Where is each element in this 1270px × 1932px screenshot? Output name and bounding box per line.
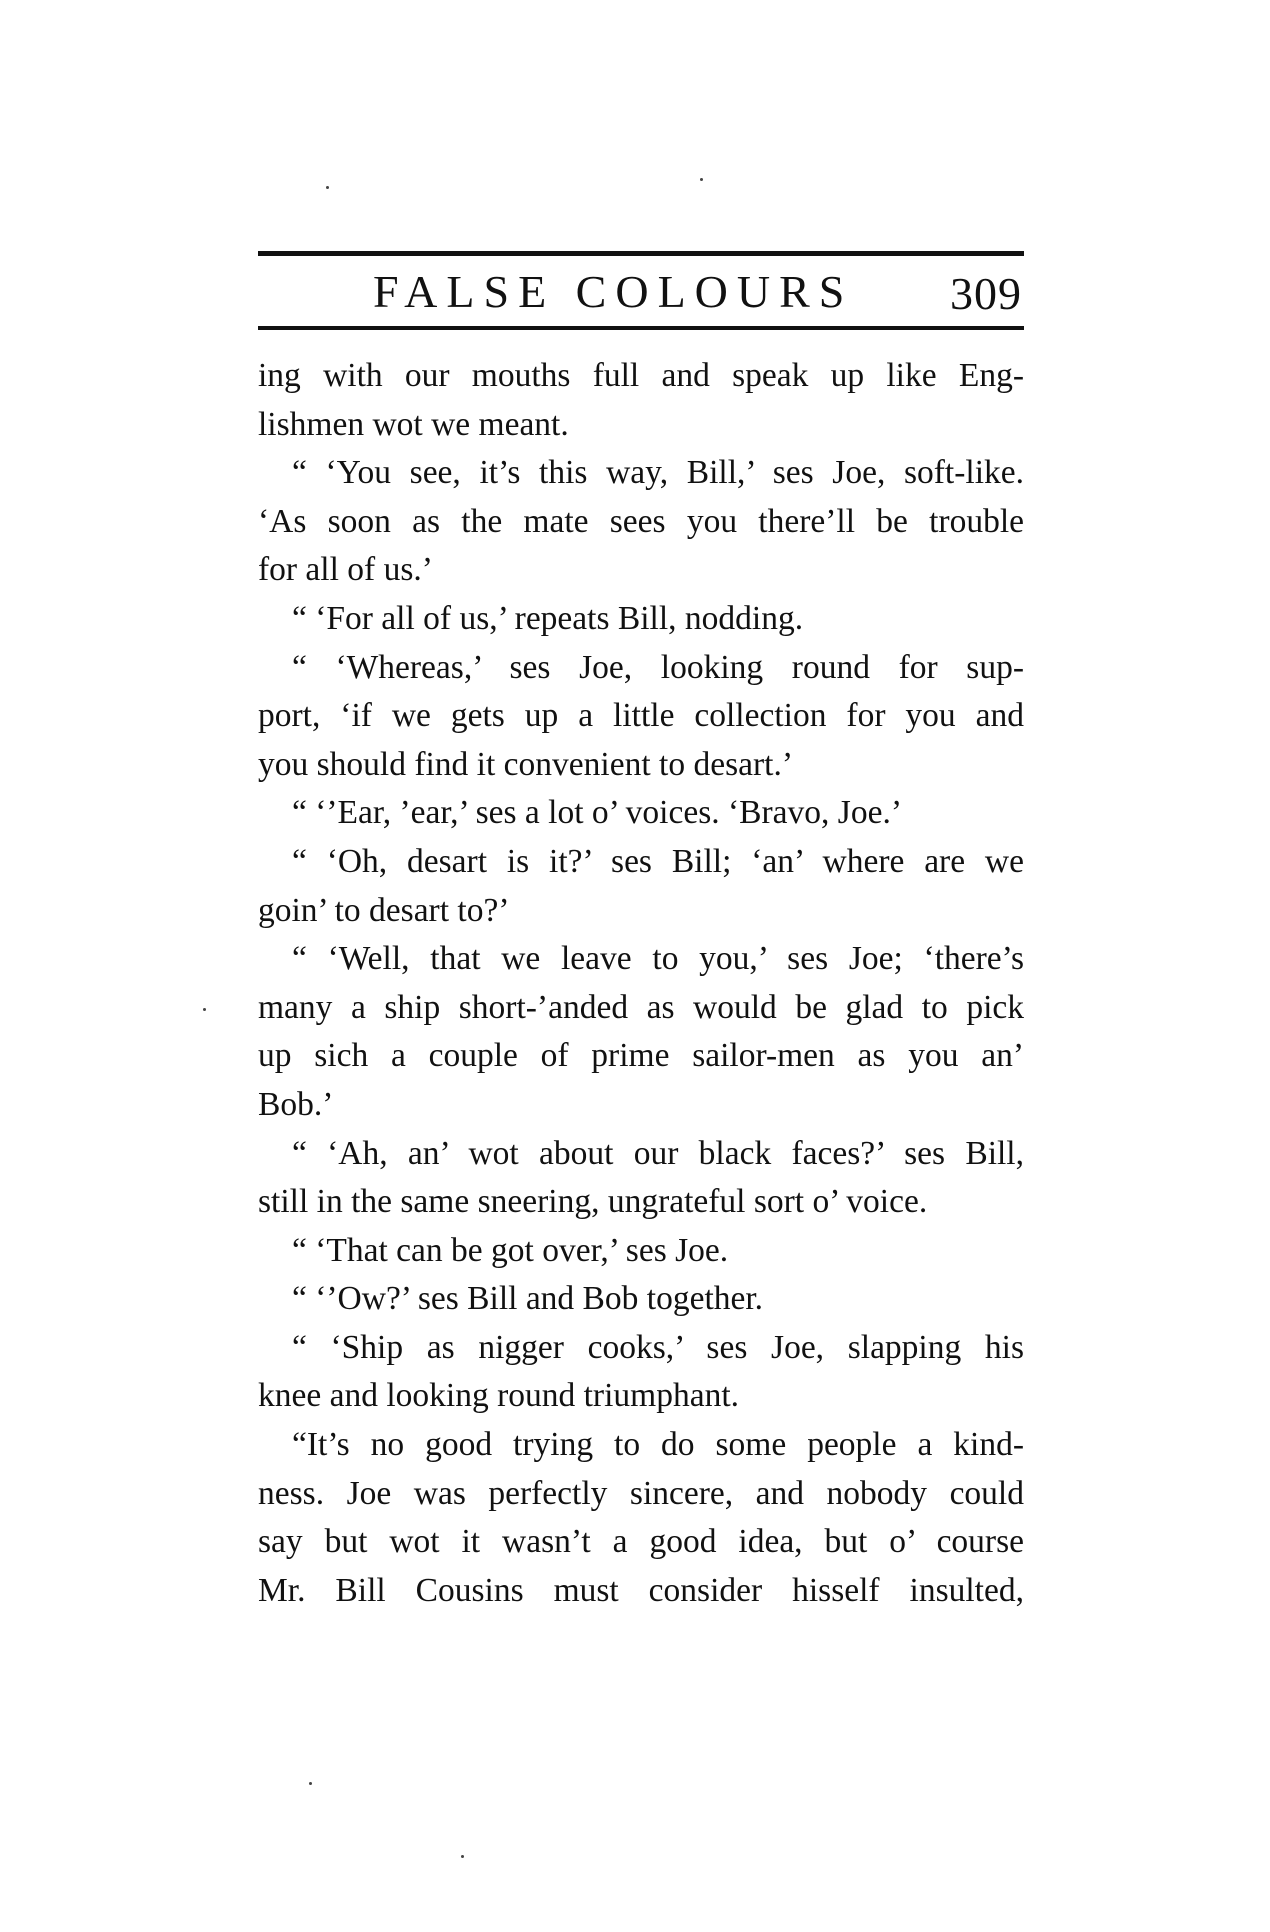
text-line: ‘As soon as the mate sees you there’ll be trouble bbox=[258, 502, 1024, 540]
print-speck bbox=[700, 178, 703, 181]
print-speck bbox=[461, 1855, 464, 1858]
text-line: you should find it convenient to desart.’ bbox=[258, 745, 793, 783]
text-line: still in the same sneering, ungrateful sort o’ voice. bbox=[258, 1183, 928, 1221]
text-line: many a ship short-’anded as would be glad to pick bbox=[258, 988, 1024, 1026]
text-line: ing with our mouths full and speak up like Eng- bbox=[258, 357, 1024, 394]
text-line: “ ‘Ship as nigger cooks,’ ses Joe, slapping his bbox=[292, 1328, 1024, 1366]
text-line: say but wot it wasn’t a good idea, but o’ course bbox=[258, 1523, 1024, 1561]
text-line: “ ‘Well, that we leave to you,’ ses Joe; ‘there’s bbox=[292, 940, 1024, 978]
text-line: “ ‘Ah, an’ wot about our black faces?’ ses Bill, bbox=[292, 1134, 1024, 1172]
text-line: “It’s no good trying to do some people a kind- bbox=[292, 1426, 1024, 1464]
print-speck bbox=[309, 1782, 312, 1785]
header-rule-bottom bbox=[258, 326, 1024, 330]
body-text bbox=[258, 352, 1024, 1615]
running-title: FALSE COLOURS bbox=[373, 266, 854, 317]
text-line: goin’ to desart to?’ bbox=[258, 891, 510, 929]
text-line: up sich a couple of prime sailor-men as you an’ bbox=[258, 1037, 1024, 1075]
text-line: “ ‘For all of us,’ repeats Bill, nodding. bbox=[292, 599, 804, 637]
text-line: Bob.’ bbox=[258, 1085, 334, 1123]
print-speck bbox=[326, 186, 329, 189]
text-line: “ ‘That can be got over,’ ses Joe. bbox=[292, 1231, 729, 1269]
print-speck bbox=[203, 1008, 206, 1011]
page-number: 309 bbox=[950, 268, 1022, 319]
text-line: port, ‘if we gets up a little collection for you and bbox=[258, 697, 1024, 735]
text-line: for all of us.’ bbox=[258, 551, 433, 589]
header-rule-top bbox=[258, 251, 1024, 256]
text-line: knee and looking round triumphant. bbox=[258, 1377, 740, 1415]
text-line: “ ‘’Ow?’ ses Bill and Bob together. bbox=[292, 1280, 764, 1318]
text-line: ness. Joe was perfectly sincere, and nobody could bbox=[258, 1474, 1024, 1512]
text-line: lishmen wot we meant. bbox=[258, 405, 569, 443]
text-line: “ ‘Whereas,’ ses Joe, looking round for sup- bbox=[292, 648, 1024, 686]
text-line: “ ‘’Ear, ’ear,’ ses a lot o’ voices. ‘Bravo, Joe.’ bbox=[292, 794, 902, 832]
running-head bbox=[258, 262, 1024, 322]
text-line: “ ‘Oh, desart is it?’ ses Bill; ‘an’ where are we bbox=[292, 842, 1024, 880]
text-line: “ ‘You see, it’s this way, Bill,’ ses Joe, soft-like. bbox=[292, 454, 1024, 492]
text-line: Mr. Bill Cousins must consider hisself insulted, bbox=[258, 1571, 1024, 1609]
